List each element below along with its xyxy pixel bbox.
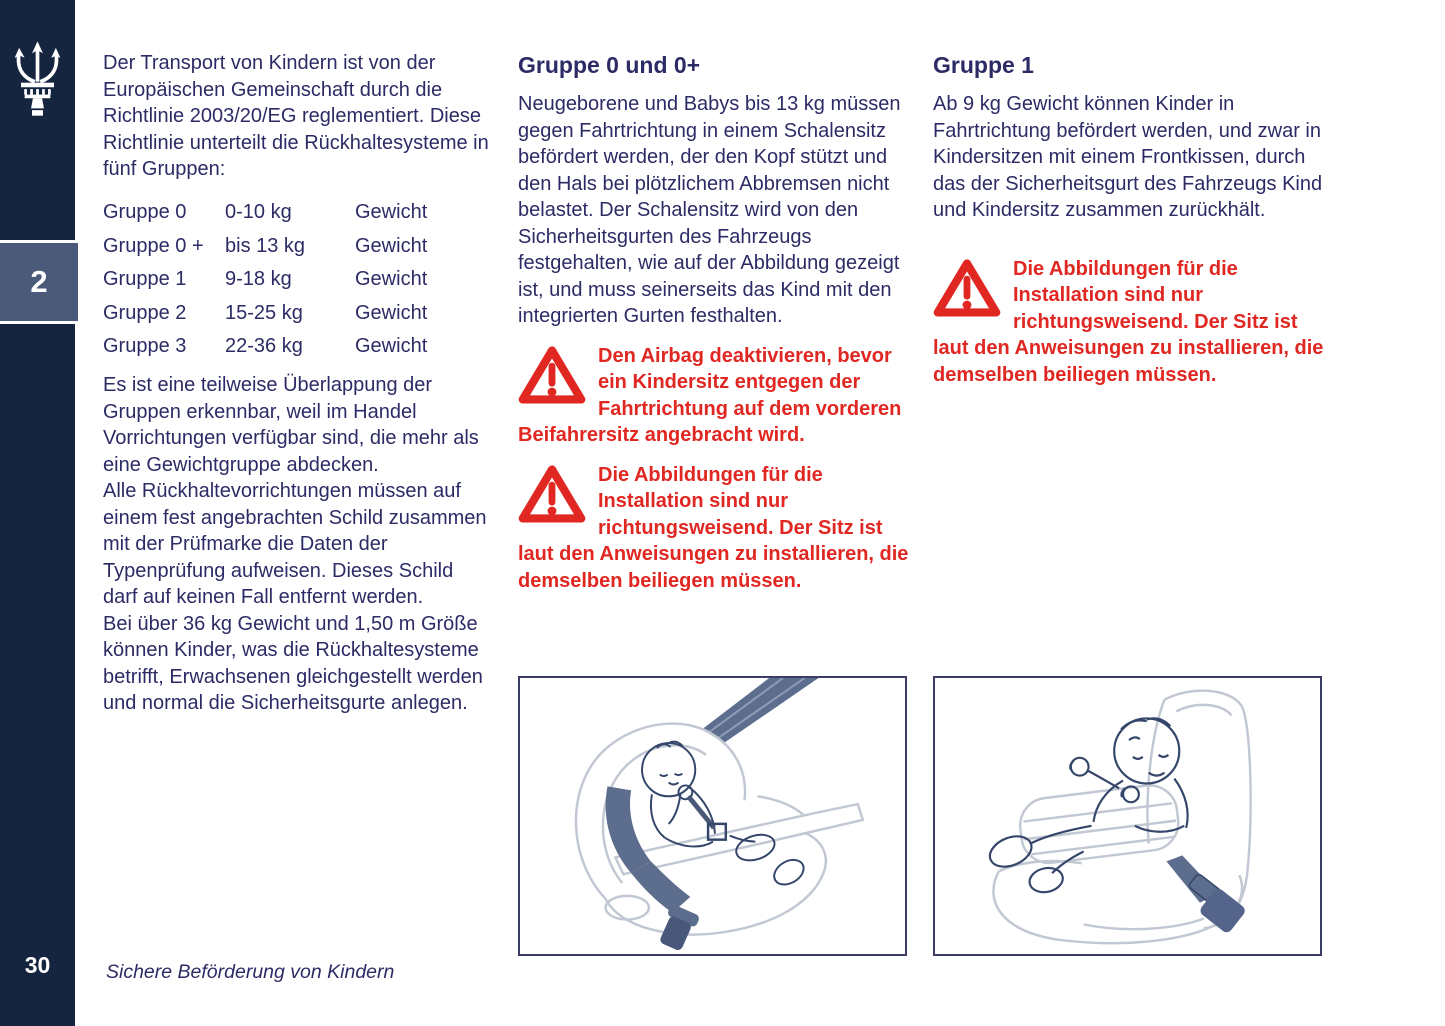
group-weight-cell: Gewicht xyxy=(355,234,428,257)
forward-facing-child-seat-illustration xyxy=(935,678,1320,954)
intro-paragraph: Der Transport von Kindern ist von der Europäischen Gemeinschaft durch die Richtlinie 2003/20/EG reglementiert. Diese Richtlinie unterteilt die Rückhaltesysteme in fünf Gruppen: xyxy=(103,52,489,180)
body-paragraph: Ab 9 kg Gewicht können Kinder in Fahrtrichtung befördert werden, und zwar in Kindersitzen mit einem Frontkissen, durch das der Sicherheitsgurt des Fahrzeugs Kind und Kindersitz zusammen zurückhält. xyxy=(933,93,1323,221)
footer-title: Sichere Beförderung von Kindern xyxy=(106,961,395,983)
warning-airbag xyxy=(518,343,910,449)
body-paragraph: Alle Rückhaltevorrichtungen müssen auf einem fest angebrachten Schild zusammen mit der Prüfmarke die Daten der Typenprüfung aufweisen. Dieses Schild darf auf keinen Fall entfernt werden. xyxy=(103,480,487,609)
table-row xyxy=(103,296,489,330)
group-name-cell: Gruppe 0 xyxy=(103,201,187,224)
group-range-cell: 22-36 kg xyxy=(225,335,303,358)
group-name-cell: Gruppe 1 xyxy=(103,268,187,291)
warning-installation xyxy=(933,256,1325,389)
body-paragraph: Bei über 36 kg Gewicht und 1,50 m Größe können Kinder, was die Rückhaltesysteme betrifft, Erwachsenen gleichgestellt werden und normal die Sicherheitsgurte anlegen. xyxy=(103,612,483,715)
group-range-cell: 0-10 kg xyxy=(225,201,292,224)
group-name-cell: Gruppe 0 + xyxy=(103,234,204,257)
illustration-box-child-seat xyxy=(933,676,1322,956)
column-gruppe-0 xyxy=(518,50,910,594)
body-paragraph: Es ist eine teilweise Überlappung der Gruppen erkennbar, weil im Handel Vorrichtungen verfügbar sind, die mehr als eine Gewichtgruppe abdecken. xyxy=(103,374,479,476)
warning-triangle-icon xyxy=(933,258,1001,318)
table-row xyxy=(103,263,489,297)
belt-buckle xyxy=(1166,855,1247,934)
body-paragraph: Neugeborene und Babys bis 13 kg müssen gegen Fahrtrichtung in einem Schalensitz befördert werden, der den Kopf stützt und den Hals bei plötzlichem Abbremsen nicht belastet. Der Schalensitz wird von den Sicherheitsgurten des Fahrzeugs festgehalten, wie auf der Abbildung gezeigt ist, und muss seinerseits das Kind mit den integrierten Gurten festhalten. xyxy=(518,93,901,327)
warning-text: Den Airbag deaktivieren, bevor ein Kindersitz entgegen der Fahrtrichtung auf dem vorderen Beifahrersitz angebracht wird. xyxy=(518,344,902,446)
table-row xyxy=(103,330,489,364)
sidebar xyxy=(0,0,75,1026)
warning-text: Die Abbildungen für die Installation sind nur richtungsweisend. Der Sitz ist laut den Anweisungen zu installieren, die demselben beiliegen müssen. xyxy=(933,257,1324,386)
chapter-number: 2 xyxy=(30,264,48,299)
front-cushion xyxy=(1017,782,1181,866)
group-range-cell: 15-25 kg xyxy=(225,301,303,324)
weight-groups-table xyxy=(103,196,489,364)
seat-belt-diagonal xyxy=(702,678,818,743)
illustration-box-infant-seat xyxy=(518,676,907,956)
group-weight-cell: Gewicht xyxy=(355,201,428,224)
chapter-tab xyxy=(0,240,78,324)
group-range-cell: 9-18 kg xyxy=(225,268,292,291)
warning-text: Die Abbildungen für die Installation sind nur richtungsweisend. Der Sitz ist laut den Anweisungen zu installieren, die demselben beiliegen müssen. xyxy=(518,463,909,592)
table-row xyxy=(103,229,489,263)
rear-facing-infant-seat-illustration xyxy=(520,678,905,954)
warning-triangle-icon xyxy=(518,464,586,524)
page-number: 30 xyxy=(24,952,51,978)
warning-triangle-icon xyxy=(518,345,586,405)
column-gruppe-1 xyxy=(933,50,1325,388)
table-row xyxy=(103,196,489,230)
group-weight-cell: Gewicht xyxy=(355,268,428,291)
group-weight-cell: Gewicht xyxy=(355,301,428,324)
group-range-cell: bis 13 kg xyxy=(225,234,306,257)
group-name-cell: Gruppe 3 xyxy=(103,335,187,358)
group-name-cell: Gruppe 2 xyxy=(103,301,187,324)
maserati-trident-icon xyxy=(10,40,65,118)
warning-installation xyxy=(518,462,910,595)
section-heading-gruppe-1: Gruppe 1 xyxy=(933,52,1034,78)
belt-buckle xyxy=(655,903,700,953)
column-regulation xyxy=(103,50,489,717)
section-heading-gruppe-0: Gruppe 0 und 0+ xyxy=(518,52,701,78)
group-weight-cell: Gewicht xyxy=(355,335,428,358)
